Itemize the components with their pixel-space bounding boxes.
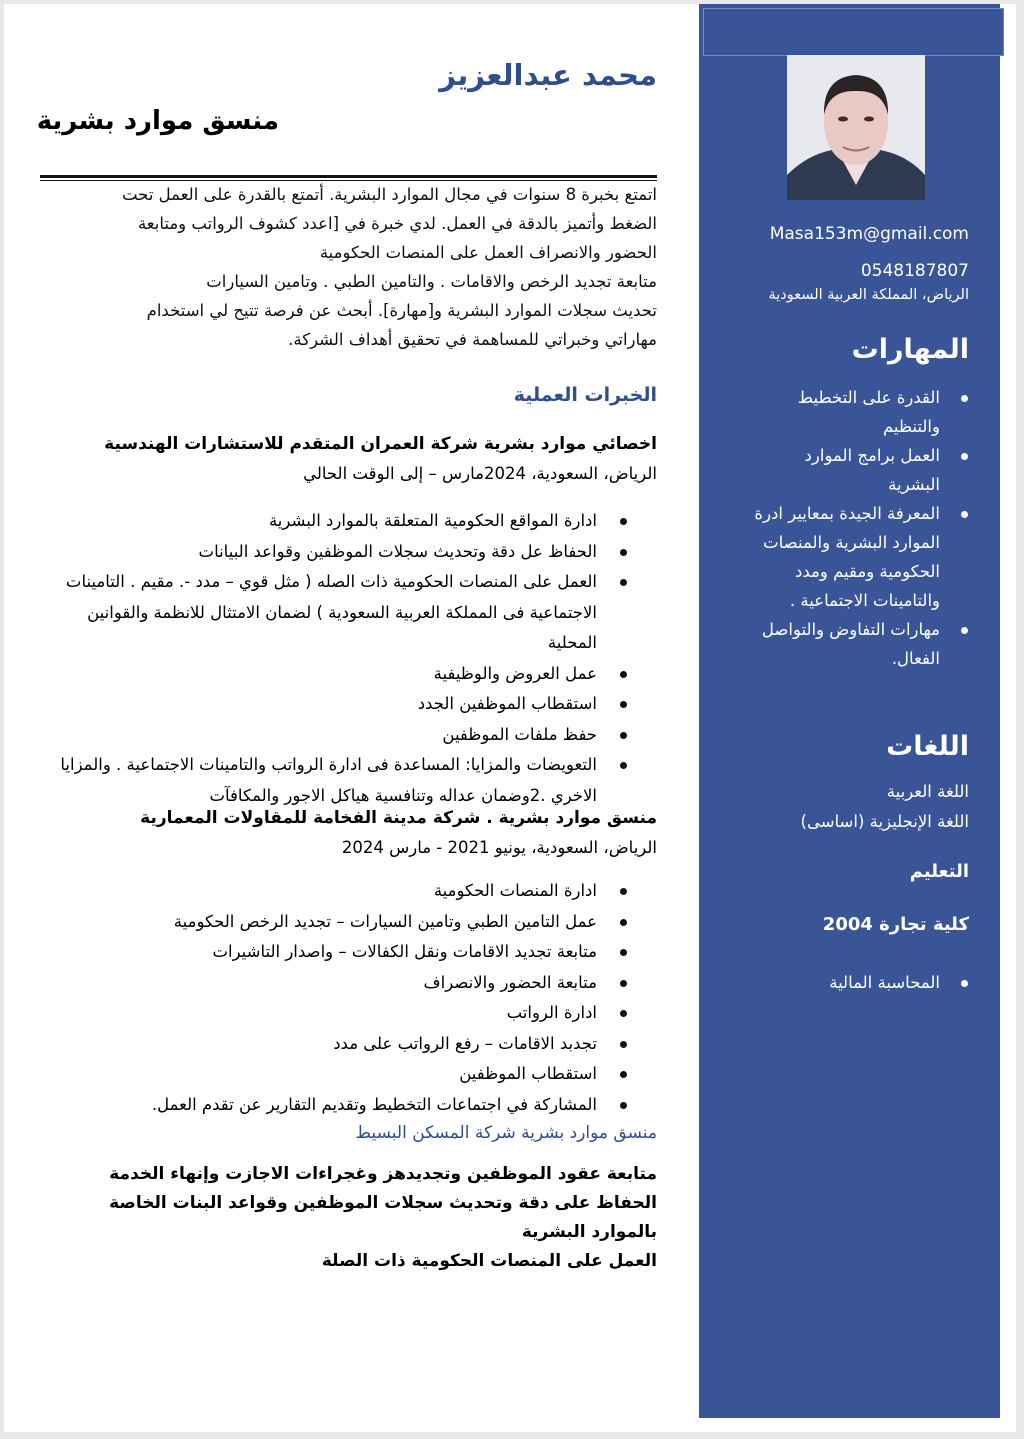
list-item: المعرفة الجيدة بمعايير ادرة الموارد البشرية والمنصات الحكومية ومقيم ومدد والتامينات الاجتماعية . <box>750 499 940 615</box>
list-item: ادارة المواقع الحكومية المتعلقة بالموارد البشرية <box>57 506 597 537</box>
education-list <box>750 968 940 997</box>
sidebar <box>699 4 1000 1418</box>
job-description: متابعة عقود الموظفين وتجديدهز وغجراءات الاجازت وإنهاء الخدمة الحفاظ على دقة وتحديث سجلات الموظفين وقواعد البنات الخاصة بالموارد البشرية العمل على المنصات الحكومية ذات الصلة <box>109 1164 657 1271</box>
languages-heading: اللغات <box>886 731 969 762</box>
language-item: اللغة العربية <box>886 782 969 801</box>
sidebar-banner <box>703 8 1004 56</box>
summary-line: اتمتع بخبرة 8 سنوات في مجال الموارد البشرية. أتمتع بالقدرة على العمل تحت <box>121 185 657 204</box>
phone: 0548187807 <box>860 261 969 281</box>
list-item: ادارة الرواتب <box>0 998 597 1029</box>
address: الرياض، المملكة العربية السعودية <box>768 287 969 303</box>
list-item: المحاسبة المالية <box>750 968 940 997</box>
list-item: حفظ ملفات الموظفين <box>57 720 597 751</box>
job-bullets <box>0 876 597 1120</box>
email[interactable]: Masa153m@gmail.com <box>769 224 969 244</box>
list-item: عمل العروض والوظيفية <box>57 659 597 690</box>
job-title: اخصائي موارد بشرية شركة العمران المتقدم للاستشارات الهندسية <box>104 434 657 454</box>
divider <box>40 175 657 178</box>
summary-line: الضغط وأتميز بالدقة في العمل. لدي خبرة في [اعدد كشوف الرواتب ومتابعة <box>137 214 657 233</box>
job-location-date: الرياض، السعودية، يونيو 2021 - مارس 2024 <box>341 838 657 857</box>
job-location-date: الرياض، السعودية، 2024مارس – إلى الوقت الحالي <box>303 464 657 483</box>
job-title: منسق موارد بشرية شركة المسكن البسيط <box>355 1123 657 1143</box>
list-item: العمل على المنصات الحكومية ذات الصله ( مثل قوي – مدد -. مقيم . التامينات الاجتماعية فى المملكة العربية السعودية ) لضمان الامتثال للانظمة والقوانين المحلية <box>57 567 597 659</box>
experience-heading: الخبرات العملية <box>513 384 657 406</box>
list-item: المشاركة في اجتماعات التخطيط وتقديم التقارير عن تقدم العمل. <box>0 1090 597 1121</box>
job-title: منسق موارد بشرية . شركة مدينة الفخامة للمقاولات المعمارية <box>140 808 657 828</box>
list-item: العمل برامج الموارد البشرية <box>750 441 940 499</box>
skills-list <box>750 383 940 673</box>
list-item: عمل التامين الطبي وتامين السيارات – تجديد الرخص الحكومية <box>0 907 597 938</box>
education-heading: التعليم <box>909 861 969 882</box>
list-item: تجدبد الاقامات – رفع الرواتب على مدد <box>0 1029 597 1060</box>
list-item: التعويضات والمزايا: المساعدة فى ادارة الرواتب والتامينات الاجتماعية . والمزايا الاخري .2وضمان عداله وتنافسية هياكل الاجور والمكافآت <box>57 750 597 811</box>
list-item: متابعة تجديد الاقامات ونقل الكفالات – واصدار التاشيرات <box>0 937 597 968</box>
language-item: اللغة الإنجليزية (اساسى) <box>800 812 969 831</box>
summary-line: مهاراتي وخبراتي للمساهمة في تحقيق أهداف الشركة. <box>288 330 657 349</box>
candidate-job-title: منسق موارد بشرية <box>36 106 279 136</box>
skills-heading: المهارات <box>851 334 969 365</box>
degree: كلية تجارة 2004 <box>822 914 969 935</box>
list-item: ادارة المنصات الحكومية <box>0 876 597 907</box>
candidate-name: محمد عبدالعزيز <box>439 58 657 92</box>
summary-line: متابعة تجديد الرخص والاقامات . والتامين الطبي . وتامين السيارات <box>206 272 657 291</box>
list-item: استقطاب الموظفين الجدد <box>57 689 597 720</box>
list-item: متابعة الحضور والانصراف <box>0 968 597 999</box>
summary-line: الحضور والانصراف العمل على المنصات الحكومية <box>319 243 657 262</box>
summary-line: تحديث سجلات الموارد البشرية و[مهارة]. أبحث عن فرصة تتيح لي استخدام <box>146 301 657 320</box>
job-bullets <box>57 506 597 811</box>
list-item: مهارات التفاوض والتواصل الفعال. <box>750 615 940 673</box>
list-item: القدرة على التخطيط والتنظيم <box>750 383 940 441</box>
profile-photo <box>787 55 925 200</box>
list-item: الحفاظ عل دقة وتحديث سجلات الموظفين وقواعد البيانات <box>57 537 597 568</box>
list-item: استقطاب الموظفين <box>0 1059 597 1090</box>
summary <box>57 180 657 354</box>
